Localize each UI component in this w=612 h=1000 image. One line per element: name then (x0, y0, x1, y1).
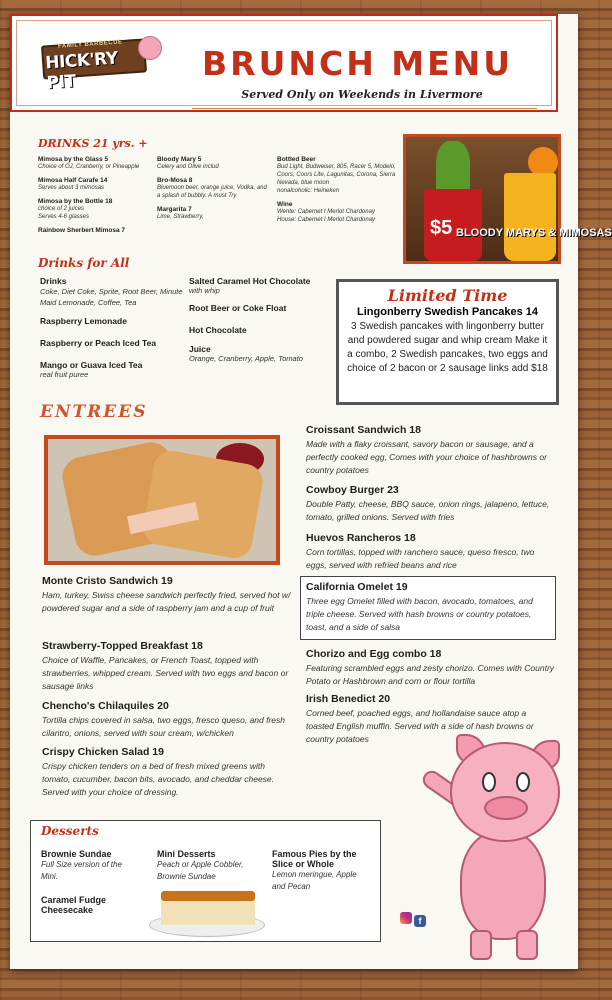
pig-mascot-image (420, 720, 570, 960)
menu-item: Monte Cristo Sandwich 19 Ham, turkey, Swiss cheese sandwich perfectly fried, served hot w/ powdered sugar and a side of raspberry jam and a cup of fruit (42, 575, 291, 613)
menu-item: Cowboy Burger 23 Double Patty, cheese, BBQ sauce, onion rings, jalapeno, lettuce, tomato, grilled onions. Served with fries (306, 484, 550, 522)
menu-subtitle: Served Only on Weekends in Livermore (241, 88, 483, 101)
menu-item: Bottled Beer Bud Light, Budweiser, 805, Racer 5, Modelo, Coors, Coors Lite, Lagunitas, Corona, Sierra Nevada, blue moon nonalcoholic: Heineken (277, 156, 396, 194)
menu-item: Irish Benedict 20 Corned beef, poached eggs, and hollandaise sauce atop a toasted English muffin. Served with a side of hash browns or country potatoes (306, 693, 534, 744)
bloody-mary-mimosa-promo-image (403, 134, 612, 264)
menu-item: Mango or Guava Iced Tea real fruit puree (40, 360, 143, 379)
menu-item: Chorizo and Egg combo 18 Featuring scrambled eggs and zesty chorizo. Comes with Country Potato or Hashbrown and corn or flour tortilla (306, 648, 555, 686)
menu-item: Mimosa Half Carafe 14 Serves about 3 mimosas (38, 177, 108, 191)
menu-item: Chencho's Chilaquiles 20 Tortilla chips covered in salsa, two eggs, fresco queso, and fresh cilantro, onions, served with sour cream, w/chicken (42, 700, 286, 738)
social-icons (400, 911, 428, 929)
desserts-box (30, 820, 381, 942)
menu-header (10, 14, 558, 112)
drinks-for-all-col-2 (189, 276, 329, 369)
facebook-icon[interactable]: f (414, 915, 426, 927)
entrees-heading: ENTREES (40, 402, 148, 422)
menu-item: Huevos Rancheros 18 Corn tortillas, topped with ranchero sauce, queso fresco, two eggs, served with refried beans and rice (306, 532, 535, 570)
limited-time-heading: Limited Time (387, 286, 508, 305)
menu-item: Bro-Mosa 8 Bluemoon beer, orange juice, Vodka, and a splash of bubbly. A must Try (157, 177, 267, 199)
drinks-21-col-1 (38, 156, 153, 240)
promo-price: $5 (430, 217, 453, 239)
menu-item: Caramel Fudge Cheesecake (41, 895, 107, 915)
drinks-21-heading: DRINKS 21 yrs. + (38, 137, 148, 150)
drinks-21-col-2 (157, 156, 269, 227)
cheesecake-image (149, 891, 265, 939)
menu-item: Mimosa by the Bottle 18 choice of 2 juices Serves 4-6 glasses (38, 198, 113, 220)
menu-item: Famous Pies by the Slice or Whole Lemon meringue, Apple and Pecan (272, 849, 357, 891)
menu-item: Raspberry or Peach Iced Tea (40, 338, 157, 348)
hickry-pit-logo: FAMILY BARBECUE HICK'RY PIT (42, 30, 160, 88)
menu-item: Juice Orange, Cranberry, Apple, Tomato (189, 344, 303, 363)
menu-item: Drinks Coke, Diet Coke, Sprite, Root Beer, Minute Maid Lemonade, Coffee, Tea (40, 276, 183, 307)
menu-item: Strawberry-Topped Breakfast 18 Choice of Waffle, Pancakes, or French Toast, topped with strawberries, whipped cream. Served with two eggs and bacon or sausage links (42, 640, 289, 691)
promo-text: BLOODY MARYS & MIMOSAS (456, 227, 612, 239)
drinks-for-all-heading: Drinks for All (38, 256, 130, 270)
menu-item: Mini Desserts Peach or Apple Cobbler, Brownie Sundae (157, 849, 244, 881)
limited-item-desc: 3 Swedish pancakes with lingonberry butter and powdered sugar and whip cream Make it a combo, 2 Swedish pancakes, two eggs and choice of 2 bacon or 2 sausage links add $18 (347, 321, 548, 374)
menu-item: Raspberry Lemonade (40, 316, 127, 326)
menu-item: Salted Caramel Hot Chocolate with whip (189, 276, 311, 295)
menu-item: Croissant Sandwich 18 Made with a flaky croissant, savory bacon or sausage, and a perfectly cooked egg, Comes with your choice of hashbrowns or country potatoes (306, 424, 547, 475)
menu-item: Hot Chocolate (189, 325, 247, 335)
limited-time-box (336, 279, 559, 405)
california-omelet-box: California Omelet 19 Three egg Omelet filled with bacon, avocado, tomatoes, and triple cheese. Served with hash browns or country potatoes, toast, and a side of salsa (300, 576, 556, 640)
menu-title: BRUNCH MENU (202, 44, 514, 83)
instagram-icon[interactable] (400, 912, 412, 924)
desserts-heading: Desserts (41, 824, 99, 838)
limited-item-name: Lingonberry Swedish Pancakes 14 (357, 306, 538, 318)
drinks-for-all-col-1 (40, 276, 185, 385)
monte-cristo-image (44, 435, 280, 565)
drinks-21-col-3 (277, 156, 397, 230)
pig-logo-icon (138, 36, 162, 60)
menu-item: Margarita 7 Lime, Strawberry, (157, 206, 204, 220)
menu-item: Crispy Chicken Salad 19 Crispy chicken tenders on a bed of fresh mixed greens with tomato, cucumber, bacon bits, avocado, and cheddar cheese. Served with your choice of dressing. (42, 746, 275, 797)
menu-item: Brownie Sundae Full Size version of the Mini. (41, 849, 122, 881)
menu-item: Bloody Mary 5 Celery and Olive includ (157, 156, 219, 170)
menu-item: Wine Wente: Cabernet I Merlot Chardonay House: Cabernet I Merlot Chardonay (277, 201, 376, 223)
menu-item: Rainbow Sherbert Mimosa 7 (38, 227, 126, 234)
menu-item: Root Beer or Coke Float (189, 303, 287, 313)
menu-item: Mimosa by the Glass 5 Choice of OJ, Cranberry, or Pineapple (38, 156, 140, 170)
